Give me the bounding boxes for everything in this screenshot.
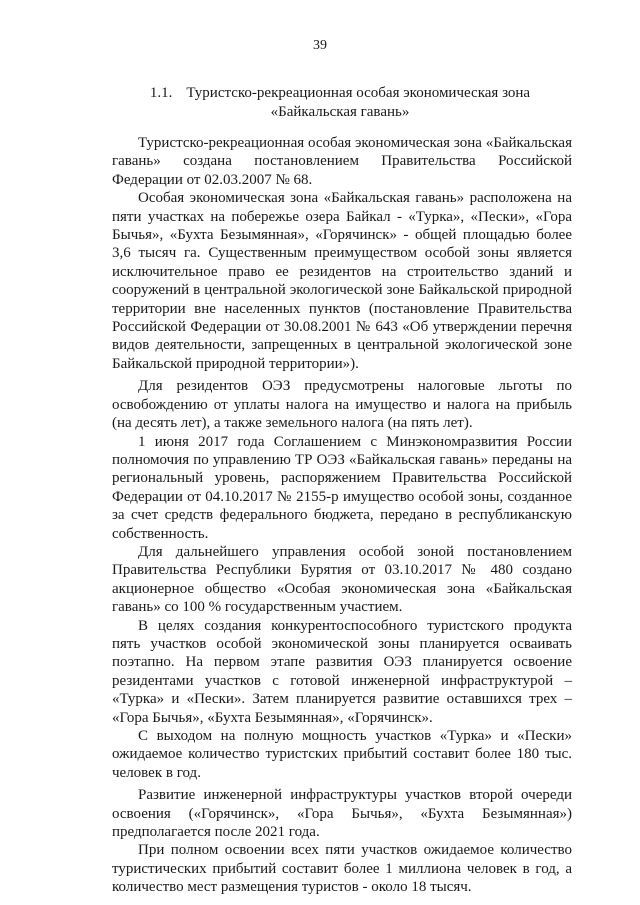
paragraph-full-development: При полном освоении всех пяти участков ожидаемое количество туристических прибытий составит более 1 миллиона человек в год, а количество мест размещения туристов - около 18 тысяч.	[112, 842, 572, 896]
paragraph-tax-benefits: Для резидентов ОЭЗ предусмотрены налоговые льготы по освобождению от уплаты налога на имущество и налога на прибыль (на десять лет), а также земельного налога (на пять лет).	[112, 378, 572, 432]
paragraph-joint-stock-company: Для дальнейшего управления особой зоной постановлением Правительства Республики Бурятия от 03.10.2017 № 480 создано акционерное общество «Особая экономическая зона «Байкальская гавань» со 100 % государственным участием.	[112, 543, 572, 616]
section-heading-line-1	[110, 84, 570, 103]
document-body	[112, 130, 572, 897]
section-heading-line-2: «Байкальская гавань»	[270, 104, 410, 120]
page-number: 39	[313, 38, 327, 53]
paragraph-infrastructure: Развитие инженерной инфраструктуры участков второй очереди освоения («Горячинск», «Гора Бычья», «Бухта Безымянная») предполагается после 2021 года.	[112, 787, 572, 841]
paragraph-transfer-of-powers: 1 июня 2017 года Соглашением с Минэкономразвития России полномочия по управлению ТР ОЭЗ «Байкальская гавань» переданы на региональный уровень, распоряжением Правительства Российской Федерации от 04.10.2017 № 2155-р имущество особой зоны, созданное за счет средств федерального бюджета, передано в республиканскую собственность.	[112, 433, 572, 542]
paragraph-sez-location: Особая экономическая зона «Байкальская гавань» расположена на пяти участках на побережье озера Байкал - «Турка», «Пески», «Гора Бычья», «Бухта Безымянная», «Горячинск» - общей площадью более 3,6 тысяч га. Существенным преимуществом особой зоны является исключительное право ее резидентов на строительство зданий и сооружений в центральной экологической зоне Байкальской природной территории вне населенных пунктов (постановление Правительства Российской Федерации от 30.08.2001 № 643 «Об утверждении перечня видов деятельности, запрещенных в центральной экологической зоне Байкальской природной территории»).	[112, 190, 572, 372]
paragraph-phased-development: В целях создания конкурентоспособного туристского продукта пять участков особой экономической зоны планируется осваивать поэтапно. На первом этапе развития ОЭЗ планируется освоение резидентами участков с готовой инженерной инфраструктурой – «Турка» и «Пески». Затем планируется развитие оставшихся трех – «Гора Бычья», «Бухта Безымянная», «Горячинск».	[112, 617, 572, 726]
section-number: 1.1.	[149, 85, 173, 101]
paragraph-sez-creation: Туристско-рекреационная особая экономическая зона «Байкальская гавань» создана постановлением Правительства Российской Федерации от 02.03.2007 № 68.	[112, 135, 572, 188]
paragraph-expected-arrivals: С выходом на полную мощность участков «Турка» и «Пески» ожидаемое количество туристских прибытий составит более 180 тыс. человек в год.	[112, 728, 572, 781]
section-heading	[110, 84, 570, 122]
section-title-text: Туристско-рекреационная особая экономическая зона	[186, 85, 531, 101]
